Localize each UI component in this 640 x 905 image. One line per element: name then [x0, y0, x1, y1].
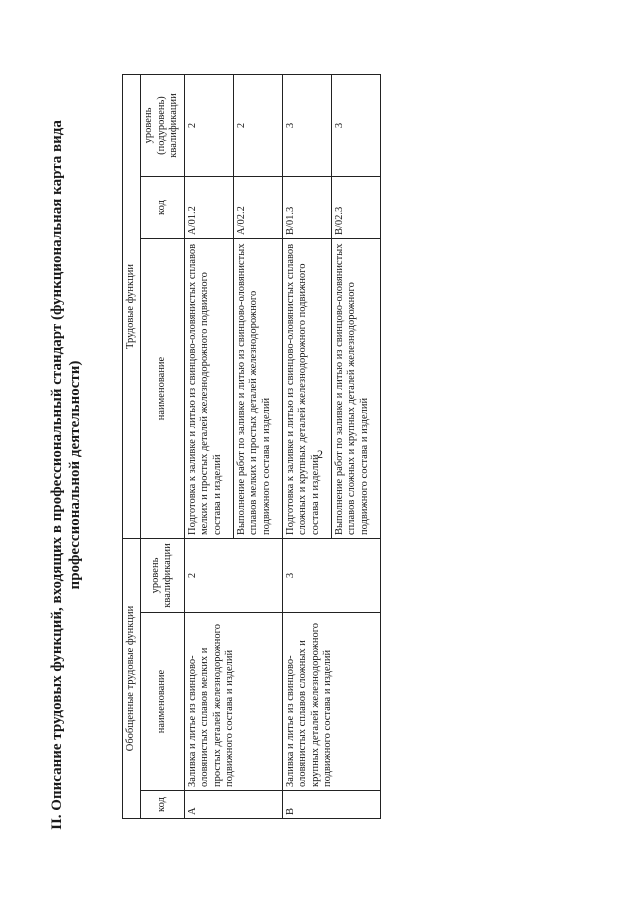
header-level: уровень квалификации: [140, 539, 184, 613]
function-name: Выполнение работ по заливке и литью из свинцово-оловянистых сплавов мелких и простых деталей железнодорожного подвижного состава и изделий: [233, 239, 282, 539]
group-name: Заливка и литье из свинцово-оловянистых сплавов сложных и крупных деталей железнодорожного подвижного состава и изделий: [282, 613, 380, 791]
header-tf-code: код: [140, 177, 184, 239]
function-level: 3: [331, 74, 380, 176]
function-name: Выполнение работ по заливке и литью из свинцово-оловянистых сплавов сложных и крупных деталей железнодорожного подвижного состава и изделий: [331, 239, 380, 539]
function-code: B/01.3: [282, 177, 331, 239]
header-labor-functions: Трудовые функции: [123, 74, 141, 538]
group-name: Заливка и литье из свинцово-оловянистых сплавов мелких и простых деталей железнодорожного подвижного состава и изделий: [184, 613, 282, 791]
section-title: [48, 75, 112, 875]
function-code: B/02.3: [331, 177, 380, 239]
table-row: [184, 74, 233, 818]
functions-table: [122, 74, 381, 819]
header-tf-level: уровень (подуровень) квалификации: [140, 74, 184, 176]
header-row-top: [123, 74, 141, 818]
group-code: B: [282, 791, 380, 819]
section-title-line-1: II. Описание трудовых функций, входящих в профессиональный стандарт (функциональная карта вида: [49, 120, 65, 830]
group-level: 3: [282, 539, 380, 613]
header-row-sub: [140, 74, 184, 818]
function-level: 2: [184, 74, 233, 176]
page-number: 2: [317, 447, 323, 461]
function-name: Подготовка к заливке и литью из свинцово-оловянистых сплавов мелких и простых деталей железнодорожного подвижного состава и изделий: [184, 239, 233, 539]
section-title-line-2: профессиональной деятельности): [67, 360, 83, 590]
header-generalized-functions: Обобщенные трудовые функции: [123, 539, 141, 819]
group-level: 2: [184, 539, 282, 613]
rotated-page-content: [42, 75, 602, 875]
function-name: Подготовка к заливке и литью из свинцово-оловянистых сплавов сложных и крупных деталей железнодорожного подвижного состава и изделий: [282, 239, 331, 539]
function-code: A/02.2: [233, 177, 282, 239]
group-code: A: [184, 791, 282, 819]
table-row: [282, 74, 331, 818]
header-tf-name: наименование: [140, 239, 184, 539]
function-level: 2: [233, 74, 282, 176]
function-code: A/01.2: [184, 177, 233, 239]
function-level: 3: [282, 74, 331, 176]
header-name: наименование: [140, 613, 184, 791]
header-code: код: [140, 791, 184, 819]
